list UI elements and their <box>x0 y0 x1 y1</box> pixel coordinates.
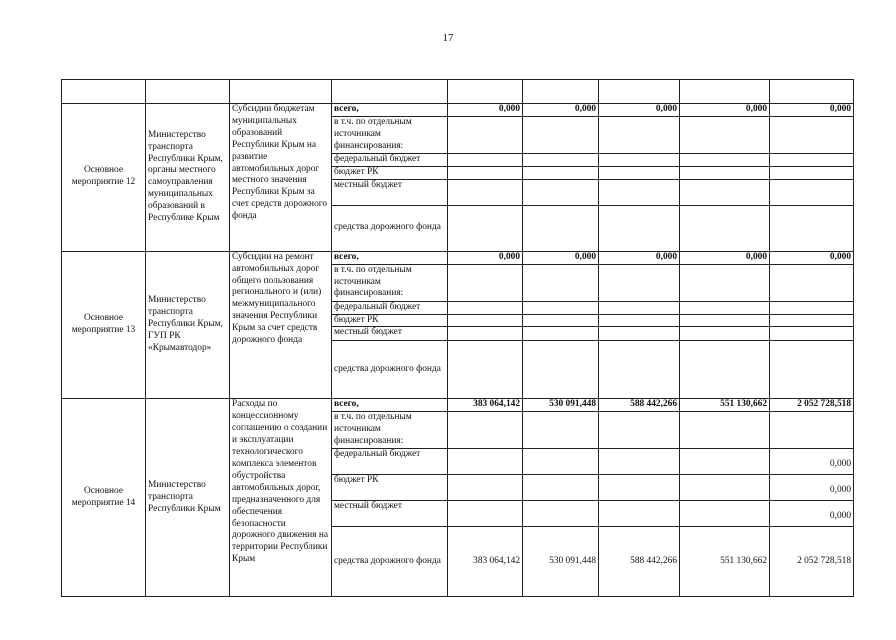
value-cell: 0,000 <box>448 251 523 264</box>
value-cell: 0,000 <box>680 251 770 264</box>
event-cell: Основное мероприятие 14 <box>62 399 146 597</box>
header-cell <box>599 80 680 104</box>
source-total: всего, <box>332 251 448 264</box>
source-federal: федеральный бюджет <box>332 301 448 314</box>
value-cell: 2 052 728,518 <box>770 399 854 412</box>
financing-table <box>61 79 854 597</box>
value-cell: 0,000 <box>523 104 599 117</box>
header-cell <box>770 80 854 104</box>
source-total: всего, <box>332 399 448 412</box>
value-cell: 0,000 <box>523 251 599 264</box>
description-cell: Расходы по концессионному соглашению о создании и эксплуатации технологического комплекса элементов обустройства автомобильных дорог, предназначенного для обеспечения безопасности дорожного движения на территории Республики Крым <box>230 399 332 597</box>
value-cell: 383 064,142 <box>448 399 523 412</box>
value-cell: 530 091,448 <box>523 527 599 597</box>
description-cell: Субсидии на ремонт автомобильных дорог общего пользования регионального и (или) межмуниципального значения Республики Крым за счет средств дорожного фонда <box>230 251 332 399</box>
header-cell <box>523 80 599 104</box>
source-rk: бюджет РК <box>332 475 448 501</box>
source-federal: федеральный бюджет <box>332 153 448 166</box>
header-cell <box>680 80 770 104</box>
source-road: средства дорожного фонда <box>332 341 448 399</box>
executor-cell: Министерство транспорта Республики Крым, органы местного самоуправления муниципальных образований в Республике Крым <box>146 104 230 252</box>
value-cell: 0,000 <box>448 104 523 117</box>
value-cell: 588 442,266 <box>599 527 680 597</box>
source-total: всего, <box>332 104 448 117</box>
source-road: средства дорожного фонда <box>332 205 448 251</box>
value-cell: 383 064,142 <box>448 527 523 597</box>
table-row <box>62 399 854 412</box>
value-cell: 0,000 <box>680 104 770 117</box>
header-cell <box>448 80 523 104</box>
value-cell: 0,000 <box>599 251 680 264</box>
source-rk: бюджет РК <box>332 166 448 179</box>
source-road: средства дорожного фонда <box>332 527 448 597</box>
value-cell: 0,000 <box>770 449 854 475</box>
event-cell: Основное мероприятие 12 <box>62 104 146 252</box>
table-row <box>62 104 854 117</box>
value-cell: 0,000 <box>770 501 854 527</box>
value-cell: 551 130,662 <box>680 399 770 412</box>
header-cell <box>332 80 448 104</box>
description-cell: Субсидии бюджетам муниципальных образований Республики Крым на развитие автомобильных дорог местного значения Республики Крым за счет средств дорожного фонда <box>230 104 332 252</box>
source-federal: федеральный бюджет <box>332 449 448 475</box>
header-row <box>62 80 854 104</box>
source-incl: в т.ч. по отдельным источникам финансирования: <box>332 264 448 301</box>
table-row <box>62 251 854 264</box>
source-local: местный бюджет <box>332 501 448 527</box>
source-local: местный бюджет <box>332 179 448 205</box>
value-cell: 2 052 728,518 <box>770 527 854 597</box>
event-cell: Основное мероприятие 13 <box>62 251 146 399</box>
value-cell: 0,000 <box>770 104 854 117</box>
value-cell: 530 091,448 <box>523 399 599 412</box>
source-local: местный бюджет <box>332 327 448 341</box>
source-incl: в т.ч. по отдельным источникам финансирования: <box>332 412 448 449</box>
value-cell: 0,000 <box>599 104 680 117</box>
header-cell <box>62 80 146 104</box>
value-cell: 551 130,662 <box>680 527 770 597</box>
header-cell <box>230 80 332 104</box>
value-cell: 0,000 <box>770 475 854 501</box>
executor-cell: Министерство транспорта Республики Крым <box>146 399 230 597</box>
page-number: 17 <box>442 32 454 44</box>
executor-cell: Министерство транспорта Республики Крым, ГУП РК «Крымавтодор» <box>146 251 230 399</box>
source-rk: бюджет РК <box>332 314 448 327</box>
source-incl: в т.ч. по отдельным источникам финансирования: <box>332 116 448 153</box>
value-cell: 0,000 <box>770 251 854 264</box>
value-cell: 588 442,266 <box>599 399 680 412</box>
header-cell <box>146 80 230 104</box>
